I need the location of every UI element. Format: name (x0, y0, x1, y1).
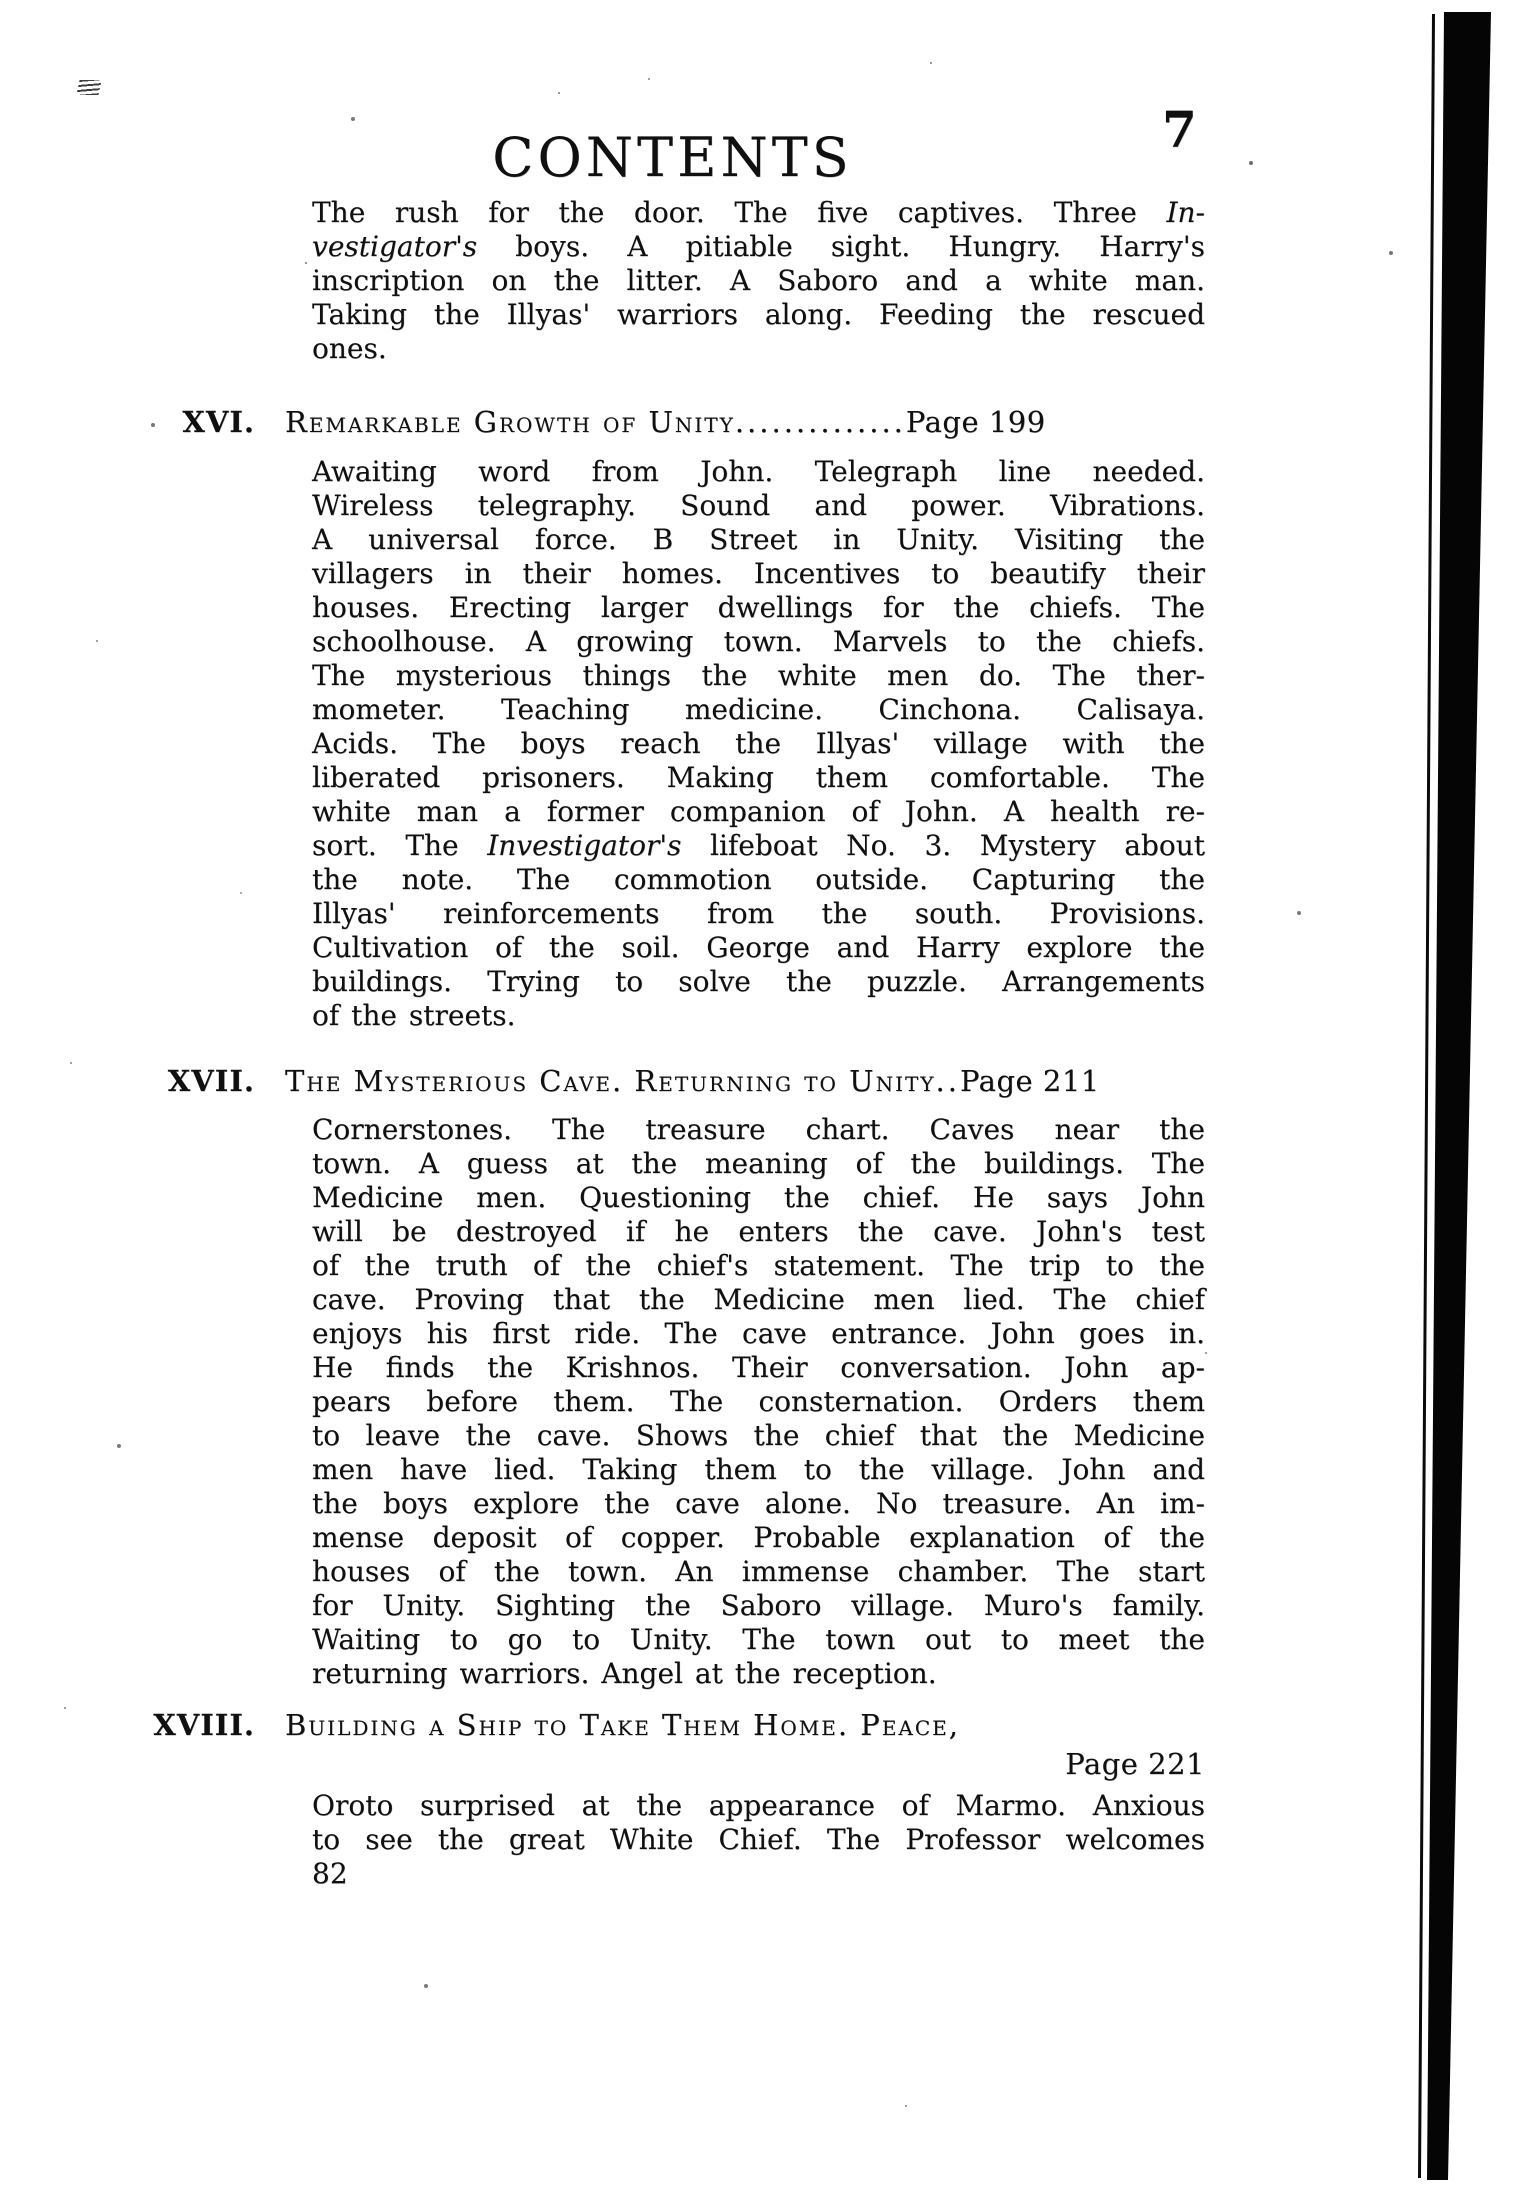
text-line: pears before them. The consternation. Orders them (312, 1385, 1205, 1418)
toc-entry (140, 1705, 1205, 1857)
text-line: Waiting to go to Unity. The town out to meet the (312, 1623, 1205, 1656)
text-segment: sort. The (312, 829, 488, 862)
toc-entry (140, 402, 1205, 1033)
text-line: Acids. The boys reach the Illyas' village with the (312, 727, 1205, 760)
text-line: Medicine men. Questioning the chief. He says John (312, 1181, 1205, 1214)
text-line: inscription on the litter. A Saboro and a white man. (312, 264, 1205, 297)
toc-entries (140, 402, 1205, 1857)
chapter-title: The Mysterious Cave. Returning to Unity (285, 1064, 936, 1098)
chapter-numeral: XVI. (182, 405, 255, 439)
text-line: ones. (312, 332, 387, 365)
text-line: to see the great White Chief. The Professor welcomes (312, 1823, 1205, 1856)
toc-content (140, 0, 1205, 1891)
text-line: Awaiting word from John. Telegraph line needed. (312, 455, 1205, 488)
text-line: mometer. Teaching medicine. Cinchona. Calisaya. (312, 693, 1205, 726)
text-line: returning warriors. Angel at the reception. (312, 1657, 937, 1690)
chapter-numeral: XVIII. (153, 1708, 255, 1742)
text-line: Taking the Illyas' warriors along. Feeding the rescued (312, 298, 1205, 331)
text-segment: The rush for the door. The five captives. Three (312, 196, 1167, 229)
text-line: will be destroyed if he enters the cave. John's test (312, 1215, 1205, 1248)
text-line: town. A guess at the meaning of the buildings. The (312, 1147, 1205, 1180)
page-number: 7 (1162, 100, 1197, 159)
chapter-heading-text (285, 1705, 1205, 1745)
text-line: white man a former companion of John. A health re- (312, 795, 1205, 828)
text-line: villagers in their homes. Incentives to beautify their (312, 557, 1205, 590)
text-segment: lifeboat No. 3. Mystery about (681, 829, 1205, 862)
chapter-heading (140, 402, 1205, 442)
italic-text: Investigator's (487, 829, 682, 862)
text-line: buildings. Trying to solve the puzzle. Arrangements (312, 965, 1205, 998)
chapter-heading (140, 1061, 1205, 1101)
scan-noise (0, 0, 2, 2)
text-line: men have lied. Taking them to the village. John and (312, 1453, 1205, 1486)
chapter-title: Remarkable Growth of Unity (285, 405, 735, 439)
text-line: cave. Proving that the Medicine men lied. The chief (312, 1283, 1205, 1316)
chapter-heading-text (285, 1061, 1205, 1101)
chapter-description (312, 1113, 1205, 1691)
text-line: Cultivation of the soil. George and Harry explore the (312, 931, 1205, 964)
continuation-paragraph (312, 196, 1205, 366)
text-line: the note. The commotion outside. Capturing the (312, 863, 1205, 896)
scan-artifact (76, 80, 101, 95)
text-line: of the truth of the chief's statement. The trip to the (312, 1249, 1205, 1282)
chapter-heading (140, 1705, 1205, 1745)
text-line: liberated prisoners. Making them comfortable. The (312, 761, 1205, 794)
signature-mark: 82 (312, 1857, 348, 1890)
chapter-numeral: XVII. (167, 1064, 255, 1098)
text-line: for Unity. Sighting the Saboro village. Muro's family. (312, 1589, 1205, 1622)
text-line: Illyas' reinforcements from the south. Provisions. (312, 897, 1205, 930)
text-line: of the streets. (312, 999, 516, 1032)
chapter-description (312, 1789, 1205, 1857)
page-ref: Page 221 (1065, 1747, 1205, 1781)
text-line: houses of the town. An immense chamber. The start (312, 1555, 1205, 1588)
text-line (312, 230, 1205, 264)
text-line: He finds the Krishnos. Their conversation. John ap- (312, 1351, 1205, 1384)
chapter-description (312, 455, 1205, 1033)
page-ref: Page 199 (905, 405, 1046, 439)
text-line: enjoys his first ride. The cave entrance. John goes in. (312, 1317, 1205, 1350)
text-line (312, 829, 1205, 863)
text-line: mense deposit of copper. Probable explanation of the (312, 1521, 1205, 1554)
text-line: A universal force. B Street in Unity. Visiting the (312, 523, 1205, 556)
text-segment: boys. A pitiable sight. Hungry. Harry's (477, 230, 1205, 263)
text-line: Wireless telegraphy. Sound and power. Vibrations. (312, 489, 1205, 522)
text-line: The mysterious things the white men do. The ther- (312, 659, 1205, 692)
leader-dots: .............. (734, 405, 906, 439)
page-ref: Page 211 (959, 1064, 1100, 1098)
page-title: CONTENTS (492, 126, 853, 190)
text-line: schoolhouse. A growing town. Marvels to the chiefs. (312, 625, 1205, 658)
chapter-title: Building a Ship to Take Them Home. Peace, (285, 1708, 960, 1742)
text-line: the boys explore the cave alone. No treasure. An im- (312, 1487, 1205, 1520)
italic-text: In- (1166, 196, 1205, 229)
text-line: Oroto surprised at the appearance of Marmo. Anxious (312, 1789, 1205, 1822)
toc-entry (140, 1061, 1205, 1691)
chapter-heading-text (285, 402, 1205, 442)
leader-dots: .. (935, 1064, 960, 1098)
text-line: houses. Erecting larger dwellings for the chiefs. The (312, 591, 1205, 624)
italic-text: vestigator's (312, 230, 478, 263)
text-line: Cornerstones. The treasure chart. Caves near the (312, 1113, 1205, 1146)
text-line: to leave the cave. Shows the chief that the Medicine (312, 1419, 1205, 1452)
text-line (312, 196, 1205, 230)
